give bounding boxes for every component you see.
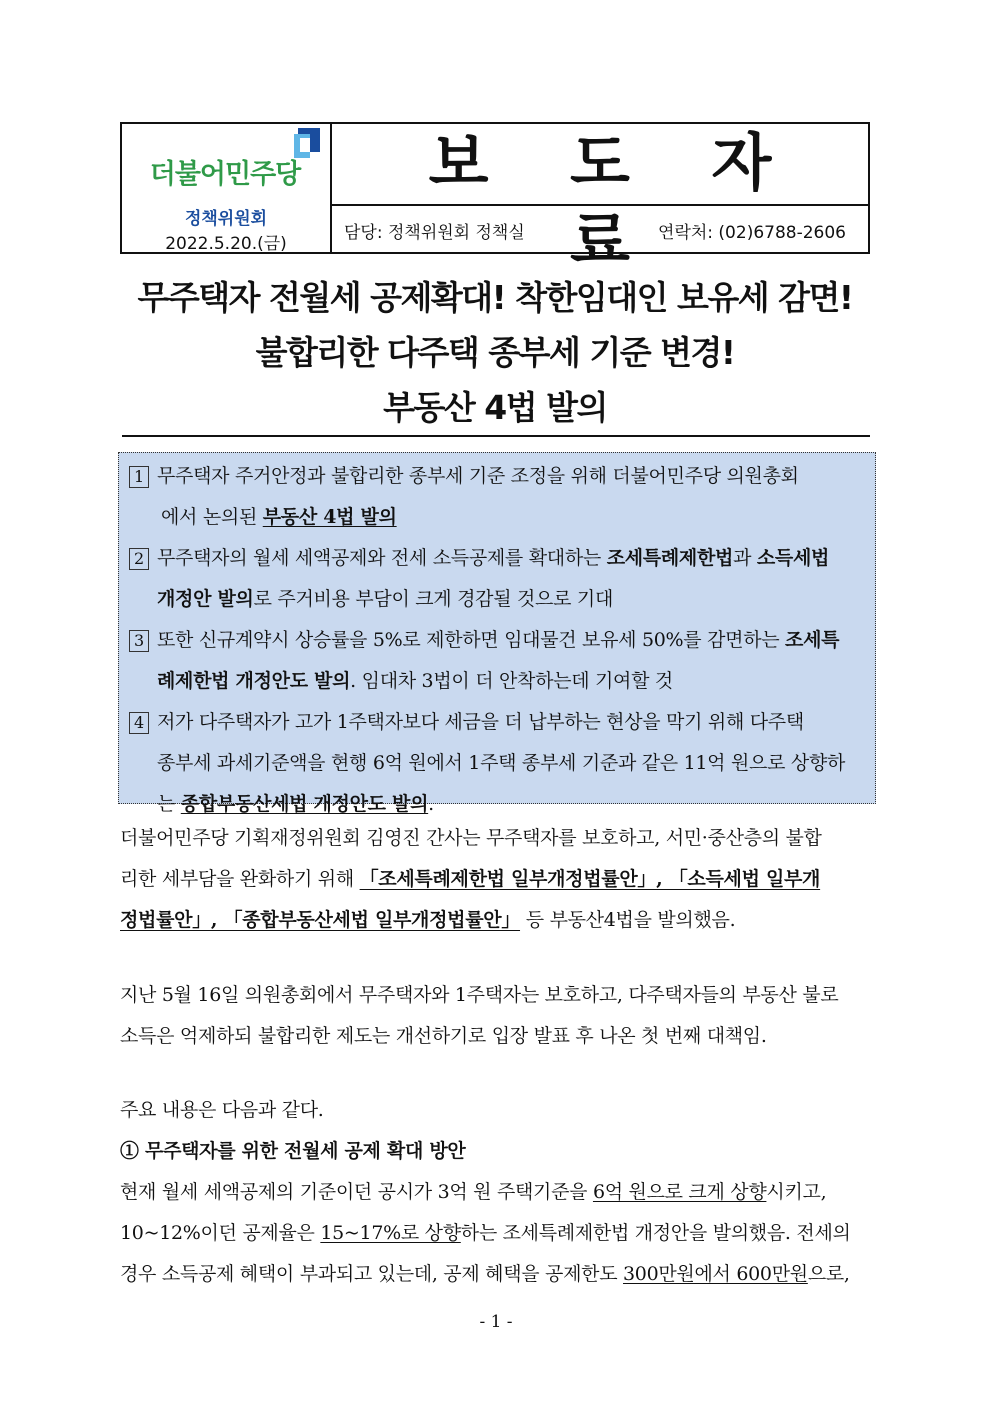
point-emphasis: 소득세법	[756, 547, 830, 569]
point-number: 3	[129, 630, 149, 652]
point-number: 4	[129, 712, 149, 734]
body-text: 경우 소득공제 혜택이 부과되고 있는데, 공제 혜택을 공제한도	[120, 1263, 624, 1285]
summary-point-2	[129, 538, 869, 620]
body-text: 리한 세부담을 완화하기 위해	[120, 868, 360, 890]
point-emphasis: 개정안 발의	[157, 588, 254, 610]
headline-line-2: 불합리한 다주택 종부세 기준 변경!	[255, 333, 735, 372]
party-name: 더불어민주당	[149, 159, 301, 190]
point-text: 또한 신규계약시 상승률을 5%로 제한하면 임대물건 보유세 50%를 감면하는	[157, 629, 786, 651]
policy-committee: 정책위원회	[184, 209, 268, 229]
point-text: 저가 다주택자가 고가 1주택자보다 세금을 더 납부하는 현상을 막기 위해 다주택	[157, 711, 804, 733]
body-text: 현재 월세 세액공제의 기준이던 공시가 3억 원 주택기준을	[120, 1181, 593, 1203]
bill-reference: 「조세특례제한법 일부개정법률안」, 「소득세법 일부개	[359, 868, 821, 890]
point-text: 무주택자 주거안정과 불합리한 종부세 기준 조정을 위해 더불어민주당 의원총회	[157, 465, 799, 487]
headline-line-3: 부동산 4법 발의	[383, 388, 607, 427]
page-number: - 1 -	[479, 1312, 513, 1332]
point-text: 과	[733, 547, 757, 569]
body-text: 10~12%이던 공제율은	[120, 1222, 321, 1244]
press-header	[120, 122, 870, 277]
body-paragraph-2	[120, 975, 880, 1057]
press-release-title: 보 도 자 료	[332, 124, 868, 206]
point-text: 무주택자의 월세 세액공제와 전세 소득공제를 확대하는	[157, 547, 607, 569]
point-text: 는	[157, 793, 181, 815]
summary-box	[118, 452, 876, 815]
point-emphasis: 조세특	[785, 629, 840, 651]
point-text: 에서 논의된	[161, 506, 263, 528]
summary-point-4	[129, 702, 869, 825]
point-emphasis: 조세특례제한법	[606, 547, 734, 569]
contact-row	[332, 206, 868, 252]
bill-reference: 정법률안」, 「종합부동산세법 일부개정법률안」	[120, 909, 521, 931]
body-line: 소득은 억제하되 불합리한 제도는 개선하기로 입장 발표 후 나온 첫 번째 대책임.	[120, 1025, 767, 1047]
body-paragraph-1	[120, 818, 880, 941]
headline-line-1: 무주택자 전월세 공제확대! 착한임대인 보유세 감면!	[137, 278, 853, 317]
point-text: .	[428, 793, 434, 815]
headline-divider	[122, 435, 870, 437]
party-logo-block	[122, 124, 332, 252]
section-heading: ① 무주택자를 위한 전월세 공제 확대 방안	[120, 1140, 466, 1162]
point-text: 종부세 과세기준액을 현행 6억 원에서 1주택 종부세 기준과 같은 11억 원으로 상향하	[157, 752, 846, 774]
body-paragraph-3	[120, 1090, 880, 1295]
press-title-block	[332, 124, 868, 277]
underlined-text: 6억 원으로 크게 상향	[592, 1181, 767, 1203]
point-emphasis: 부동산 4법 발의	[262, 506, 397, 528]
summary-point-3	[129, 620, 869, 702]
body-line: 주요 내용은 다음과 같다.	[120, 1099, 324, 1121]
headline	[120, 270, 870, 435]
contact-phone: 연락처: (02)6788-2606	[658, 223, 846, 243]
body-line: 더불어민주당 기획재정위원회 김영진 간사는 무주택자를 보호하고, 서민·중산층의 불합	[120, 827, 822, 849]
underlined-text: 15~17%로 상향	[320, 1222, 461, 1244]
point-emphasis: 종합부동산세법 개정안도 발의	[180, 793, 429, 815]
body-line: 지난 5월 16일 의원총회에서 무주택자와 1주택자는 보호하고, 다주택자들의 부동산 불로	[120, 984, 839, 1006]
body-text: 시키고,	[766, 1181, 827, 1203]
point-text: . 임대차 3법이 더 안착하는데 기여할 것	[350, 670, 673, 692]
release-date: 2022.5.20.(금)	[165, 234, 287, 254]
underlined-text: 300만원에서 600만원	[623, 1263, 808, 1285]
point-emphasis: 례제한법 개정안도 발의	[157, 670, 351, 692]
point-number: 2	[129, 548, 149, 570]
point-number: 1	[129, 466, 149, 488]
body-text: 하는 조세특례제한법 개정안을 발의했음. 전세의	[460, 1222, 851, 1244]
body-text: 등 부동산4법을 발의했음.	[520, 909, 736, 931]
body-text: 으로,	[807, 1263, 850, 1285]
point-text: 로 주거비용 부담이 크게 경감될 것으로 기대	[253, 588, 614, 610]
summary-point-1	[129, 456, 869, 538]
contact-department: 담당: 정책위원회 정책실	[344, 223, 525, 243]
